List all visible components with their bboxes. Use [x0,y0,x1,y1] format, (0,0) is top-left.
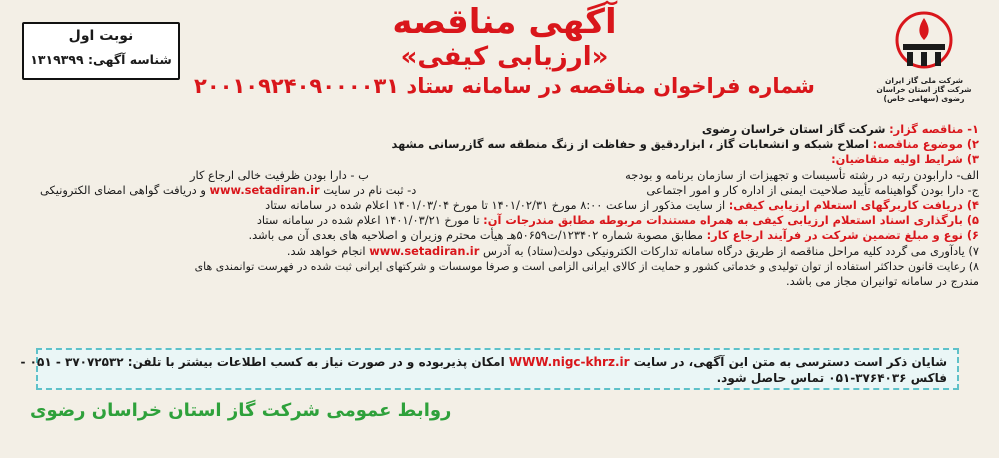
item-3-label: ۳) شرایط اولیه متقاضیان: [831,152,979,167]
contact-line-1 [20,354,947,370]
contact-text: شایان ذکر است دسترسی به متن این آگهی، در سایت [633,355,947,369]
logo-caption-2: شرکت گاز استان خراسان رضوی (سهامی خاص) [876,85,972,103]
item-3 [20,152,979,167]
ad-id-label: شناسه آگهی: ۱۳۱۹۳۹۹ [30,52,172,67]
contact-line-2: فاکس ۳۷۶۴۰۳۶-۰۵۱ تماس حاصل شود. [716,371,947,385]
item-7-text: ۷) یادآوری می گردد کلیه مراحل مناقصه از طریق درگاه سامانه تدارکات الکترونیکی دولت(ستاد) به آدرس [482,243,979,258]
page-subtitle: «ارزیابی کیفی» [400,42,609,72]
item-2-label: ۲) موضوع مناقصه: [872,137,979,152]
contact-box [20,348,959,390]
setadiran-link-2[interactable]: www.setadiran.ir [369,243,480,258]
item-8: ۸) رعایت قانون حداکثر استفاده از توان تولیدی و خدماتی کشور و حمایت از کالای ایرانی الزامی است و صرفا موسسات و شرکتهای ایرانی ثبت شده در فهرست توانمندی های [194,259,979,273]
round-label: نوبت اول [68,28,134,44]
condition-dal-rest: و دریافت گواهی امضای الکترونیکی [40,182,206,197]
item-2 [20,137,979,152]
item-5-value: تا مورخ ۱۴۰۱/۰۳/۲۱ اعلام شده در سامانه ستاد [256,213,480,228]
ad-info-box [22,22,180,80]
item-1-value: شرکت گاز استان خراسان رضوی [701,122,886,136]
item-2-value: اصلاح شبکه و انشعابات گاز ، ابزاردقیق و حفاظت از زنگ منطقه سه گازرسانی مشهد [391,137,870,152]
conditions-row-1 [20,168,979,183]
condition-jim: ج- دارا بودن گواهینامه تأیید صلاحیت ایمنی از اداره کار و امور اجتماعی [646,182,979,197]
signature: روابط عمومی شرکت گاز استان خراسان رضوی [30,400,452,421]
contact-phone-text: امکان پذیربوده و در صورت نیاز به کسب اطلاعات بیشتر با تلفن: ۳۷۰۷۲۵۳۲ - ۰۵۱ - [20,355,505,369]
item-6-value: مطابق مصوبة شماره ۱۲۳۴۰۲/ت۵۰۶۵۹هـ هیأت محترم وزیران و اصلاحیه های بعدی آن می باشد. [248,228,703,243]
tender-body [20,122,979,289]
item-5 [20,213,979,228]
condition-alef: الف- دارابودن رتبه در رشته تأسیسات و تجهیزات از سازمان برنامه و بودجه [625,167,979,182]
item-1-label: ۱- مناقصه گزار: [889,122,979,136]
header [0,0,999,118]
item-6-label: ۶) نوع و مبلغ تضمین شرکت در فرآیند ارجاع کار: [706,228,979,243]
title-block [170,2,839,100]
tender-number-line: شماره فراخوان مناقصه در سامانه ستاد ۲۰۰۱۰۹۲۴۰۹۰۰۰۰۳۱ [194,74,815,98]
item-6 [20,228,979,243]
page-title: آگهی مناقصه [392,2,617,42]
logo-caption-1: شرکت ملی گاز ایران [885,76,963,85]
item-1 [20,122,979,137]
item-5-label: ۵) بارگذاری اسناد استعلام ارزیابی کیفی به همراه مستندات مربوطه مطابق مندرجات آن: [483,213,979,228]
item-7 [20,244,979,259]
item-7-rest: انجام خواهد شد. [286,243,366,258]
conditions-row-2 [20,183,979,198]
gas-flame-logo-icon [889,10,959,76]
item-4-label: ۴) دریافت کاربرگهای استعلام ارزیابی کیفی: [728,198,979,213]
condition-be: ب - دارا بودن ظرفیت خالی ارجاع کار [190,167,369,182]
company-logo [869,10,979,110]
condition-dal: د- ثبت نام در سایت [323,182,417,197]
setadiran-link[interactable]: www.setadiran.ir [209,182,320,197]
item-8-cont: مندرج در سامانه توانیران مجاز می باشد. [786,274,979,289]
nigc-website-link[interactable]: WWW.nigc-khrz.ir [508,355,630,369]
item-4 [20,198,979,213]
item-4-value: از سایت مذکور از ساعت ۸:۰۰ مورخ ۱۴۰۱/۰۲/۳۱ تا مورخ ۱۴۰۱/۰۳/۰۴ اعلام شده در سامانه ستاد [265,198,726,213]
